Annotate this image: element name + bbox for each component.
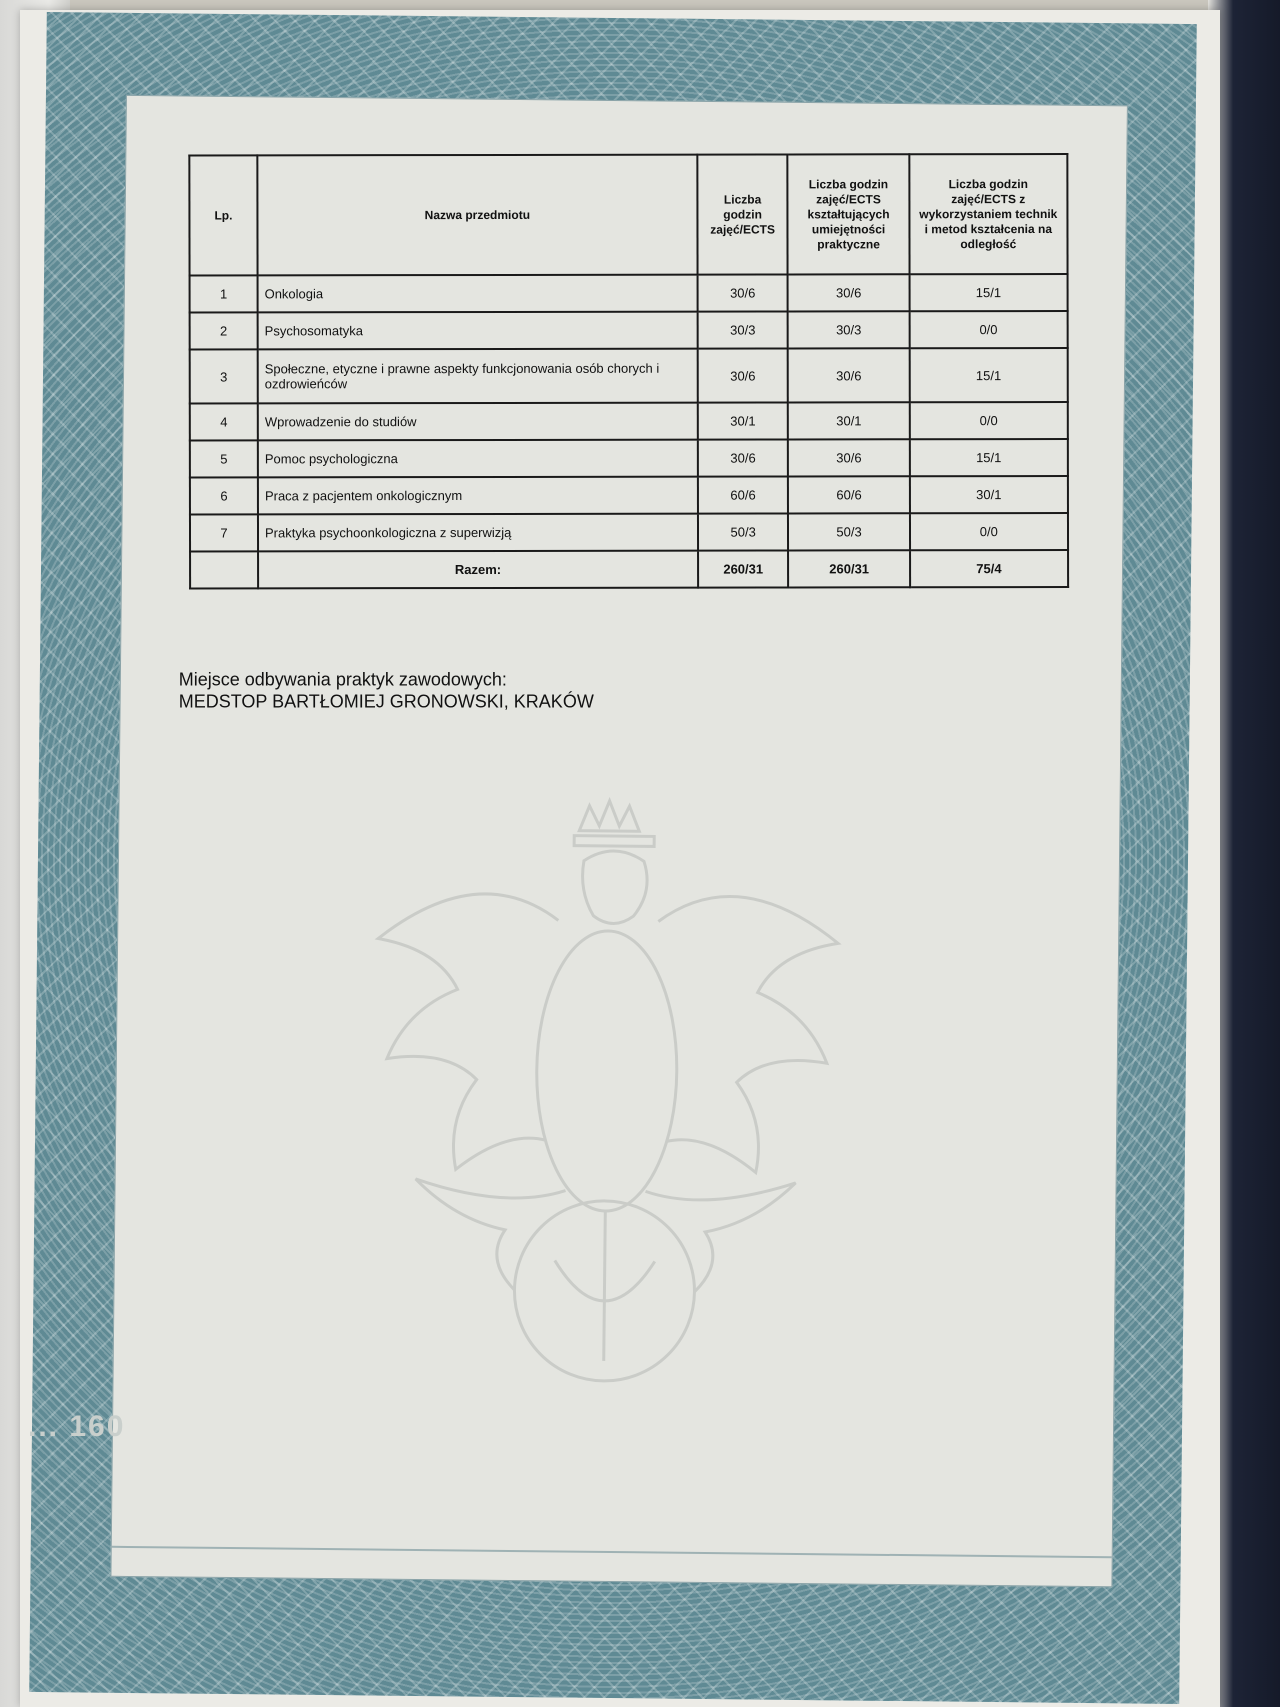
cell-hours-ects: 30/6 (698, 439, 789, 476)
cell-hours-ects: 50/3 (698, 513, 789, 550)
diploma-sheet (20, 10, 1220, 1707)
header-hours-ects: Liczba godzin zajęć/ECTS (697, 154, 788, 274)
cell-lp-empty (190, 551, 258, 588)
cell-remote: 0/0 (910, 513, 1068, 550)
practice-place: MEDSTOP BARTŁOMIEJ GRONOWSKI, KRAKÓW (178, 691, 594, 712)
cell-subject-name: Społeczne, etyczne i prawne aspekty funkcjonowania osób chorych i ozdrowieńców (258, 349, 698, 404)
eagle-emblem-watermark (363, 788, 849, 1413)
cell-hours-ects: 30/6 (697, 348, 788, 402)
cell-remote: 15/1 (909, 348, 1067, 402)
cell-lp: 3 (190, 349, 258, 403)
total-hours-ects: 260/31 (698, 550, 789, 587)
total-label: Razem: (258, 551, 698, 589)
header-lp: Lp. (189, 155, 257, 275)
cell-subject-name: Wprowadzenie do studiów (258, 403, 698, 441)
table-row (190, 402, 1068, 441)
cell-hours-ects: 30/3 (697, 311, 788, 348)
header-remote: Liczba godzin zajęć/ECTS z wykorzystaniem technik i metod kształcenia na odległość (909, 154, 1068, 274)
cell-lp: 5 (190, 440, 258, 477)
guilloche-border (29, 12, 1197, 1704)
practice-heading: Miejsce odbywania praktyk zawodowych: (178, 669, 507, 690)
cell-lp: 1 (190, 275, 258, 312)
cell-remote: 30/1 (910, 476, 1068, 513)
cell-lp: 6 (190, 477, 258, 514)
table-row (190, 274, 1068, 313)
cell-subject-name: Onkologia (258, 275, 698, 313)
cell-subject-name: Praktyka psychoonkologiczna z superwizją (258, 514, 698, 552)
cell-practical: 50/3 (788, 513, 909, 550)
table-row (190, 513, 1068, 552)
total-practical: 260/31 (789, 550, 910, 587)
table-row (190, 348, 1068, 404)
cell-remote: 15/1 (909, 274, 1067, 311)
bottom-divider-line (112, 1546, 1112, 1558)
cell-practical: 30/6 (788, 274, 909, 311)
document-body (110, 95, 1127, 1587)
serial-number-watermark: ... 160 (28, 1410, 126, 1443)
table-header-row (189, 154, 1067, 276)
cell-practical: 30/3 (788, 311, 909, 348)
total-remote: 75/4 (910, 550, 1068, 587)
practice-location (179, 669, 594, 713)
table-row (190, 311, 1068, 350)
cell-remote: 0/0 (909, 311, 1067, 348)
cell-hours-ects: 30/6 (697, 274, 788, 311)
cell-practical: 60/6 (788, 476, 909, 513)
cell-remote: 0/0 (909, 402, 1067, 439)
table-total-row (190, 550, 1068, 589)
cell-subject-name: Psychosomatyka (258, 312, 698, 350)
table-row (190, 476, 1068, 515)
table-row (190, 439, 1068, 478)
cell-subject-name: Pomoc psychologiczna (258, 440, 698, 478)
cell-practical: 30/6 (788, 439, 909, 476)
cell-hours-ects: 30/1 (698, 402, 789, 439)
subjects-table (188, 153, 1069, 590)
header-subject-name: Nazwa przedmiotu (257, 155, 697, 276)
header-practical: Liczba godzin zajęć/ECTS kształtujących umiejętności praktyczne (788, 154, 909, 274)
cell-remote: 15/1 (910, 439, 1068, 476)
cell-practical: 30/1 (788, 402, 909, 439)
cell-subject-name: Praca z pacjentem onkologicznym (258, 477, 698, 515)
cell-lp: 4 (190, 403, 258, 440)
cell-practical: 30/6 (788, 348, 909, 402)
cell-lp: 2 (190, 312, 258, 349)
cell-lp: 7 (190, 514, 258, 551)
cell-hours-ects: 60/6 (698, 476, 789, 513)
